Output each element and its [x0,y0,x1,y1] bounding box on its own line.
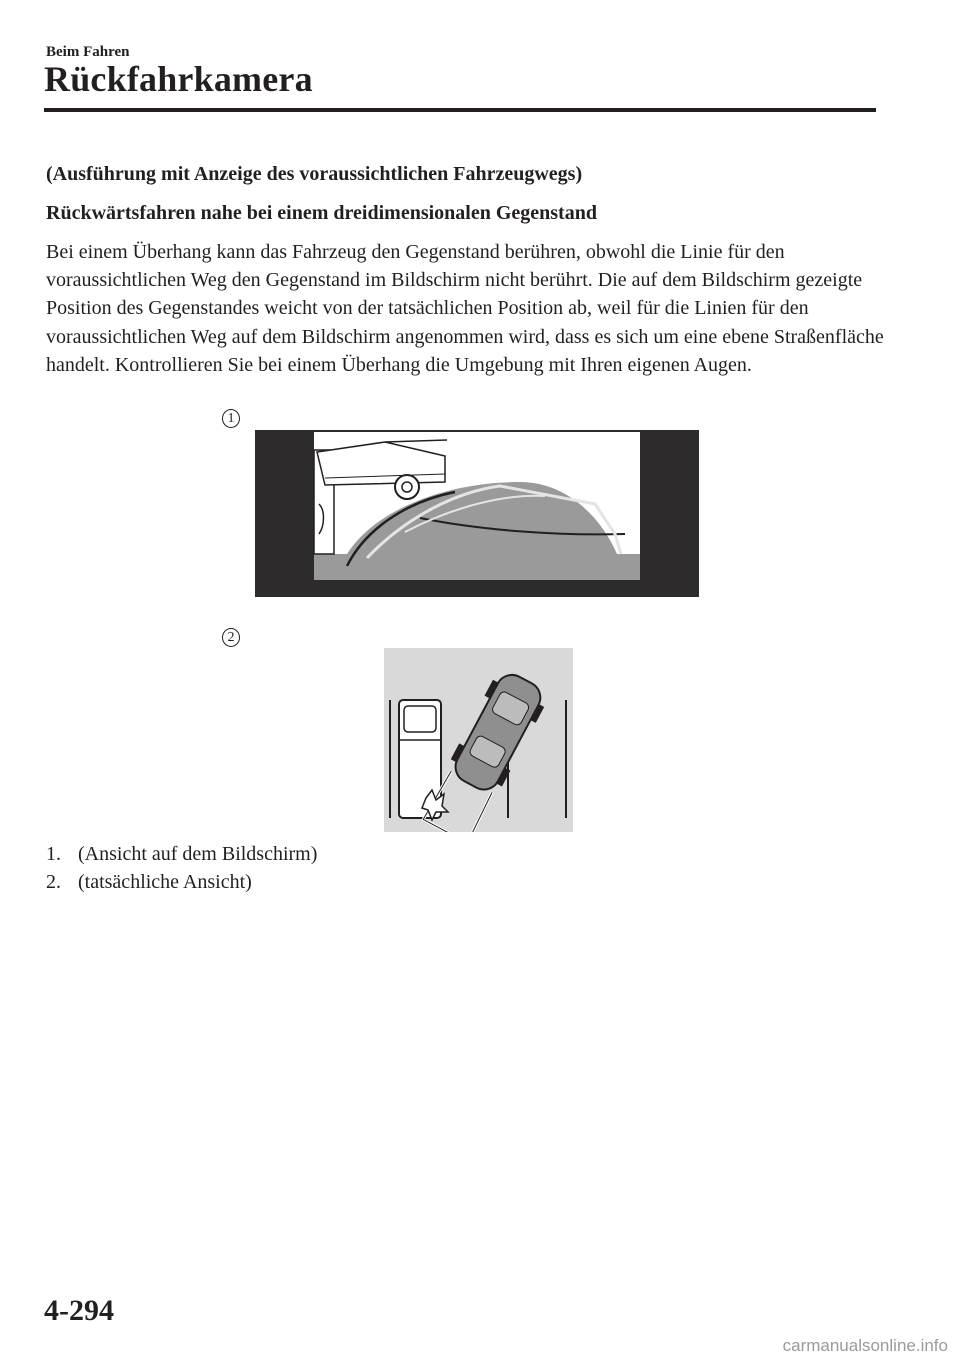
figure-2-callout [222,624,240,647]
body-paragraph: Bei einem Überhang kann das Fahrzeug den Gegenstand berühren, obwohl die Linie für den voraussichtlichen Weg den Gegenstand im Bildschirm nicht berührt. Die auf dem Bildschirm gezeigte Position des Gegenstandes weicht von der tatsächlichen Position ab, weil für die Linien für den voraussichtlichen Weg auf dem Bildschirm angenommen wird, dass es sich um eine ebene Straßenfläche handelt. Kontrollieren Sie bei einem Überhang die Umgebung mit Ihren eigenen Augen. [46,241,884,376]
title-divider [44,108,876,112]
caption-number: 1. [46,843,61,865]
figure-captions [46,840,317,896]
caption-item [46,868,317,896]
topic-subheading: Rückwärtsfahren nahe bei einem dreidimensionalen Gegenstand [46,202,597,224]
section-label: Beim Fahren [46,44,130,60]
figure-1-callout [222,405,240,428]
caption-number: 2. [46,871,61,893]
caption-text: (tatsächliche Ansicht) [78,871,252,893]
watermark: carmanualsonline.info [782,1336,948,1355]
caption-text: (Ansicht auf dem Bildschirm) [78,843,318,865]
callout-number-2: 2 [222,628,240,647]
page-number: 4-294 [44,1294,114,1327]
page-title: Rückfahrkamera [44,59,313,99]
actual-view-top-down-illustration [384,648,573,832]
rear-camera-screen-illustration [255,430,699,597]
variant-subheading: (Ausführung mit Anzeige des voraussichtlichen Fahrzeugwegs) [46,163,583,185]
callout-number-1: 1 [222,409,240,428]
caption-item [46,840,317,868]
